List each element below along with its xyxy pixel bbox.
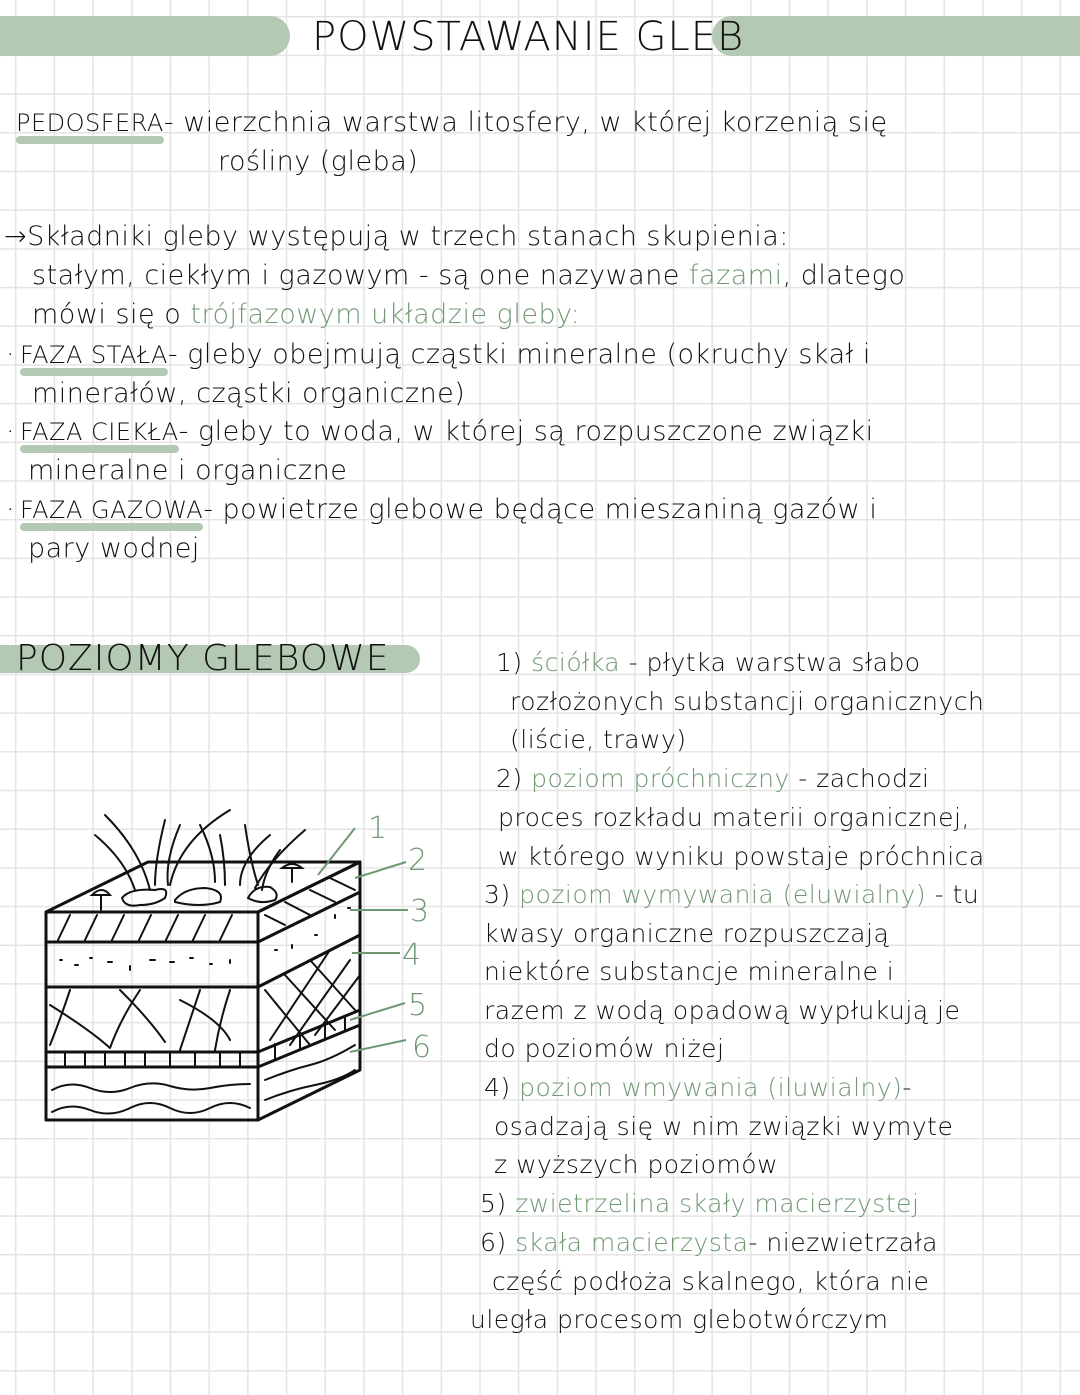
term-fazami: fazami xyxy=(689,260,783,291)
section-title-poziomy: POZIOMY GLEBOWE xyxy=(16,638,390,679)
horizon-1-line-3: (liście, trawy) xyxy=(510,725,687,754)
title-highlight-right xyxy=(712,16,1080,56)
intro-text-2b: , dlatego xyxy=(782,260,906,291)
bullet-icon: · xyxy=(6,339,16,370)
soil-profile-diagram xyxy=(30,790,470,1130)
horizon-number: 2) xyxy=(496,764,523,793)
horizon-text: - płytka warstwa słabo xyxy=(628,648,921,677)
horizon-text: - tu xyxy=(934,880,980,909)
diagram-label-4: 4 xyxy=(402,938,422,973)
horizon-2-line-3: w którego wyniku powstaje próchnica xyxy=(498,842,985,871)
horizon-6-line-3: uległa procesom glebotwórczym xyxy=(470,1305,889,1334)
horizon-3-line-3: niektóre substancje mineralne i xyxy=(484,957,895,986)
diagram-label-3: 3 xyxy=(410,894,430,929)
horizon-text: - niezwietrzała xyxy=(748,1228,938,1257)
term-trojfazowy-uklad: trójfazowym układzie gleby: xyxy=(190,299,581,330)
horizon-number: 5) xyxy=(480,1189,507,1218)
horizon-6-line-2: część podłoża skalnego, która nie xyxy=(492,1267,930,1296)
horizon-name: poziom wymywania (eluwialny) xyxy=(519,880,927,909)
phase-term: FAZA GAZOWA xyxy=(20,491,203,529)
phase-text: - powietrze glebowe będące mieszaniną gazów i xyxy=(203,494,878,525)
horizon-number: 4) xyxy=(484,1073,511,1102)
horizon-6 xyxy=(480,1224,938,1262)
horizon-name: zwietrzelina skały macierzystej xyxy=(515,1189,920,1218)
diagram-label-6: 6 xyxy=(412,1030,432,1065)
horizon-name: skała macierzysta xyxy=(515,1228,749,1257)
phase-text: - gleby to woda, w której są rozpuszczone związki xyxy=(178,416,874,447)
horizon-2 xyxy=(496,760,929,798)
horizon-3-line-2: kwasy organiczne rozpuszczają xyxy=(484,919,890,948)
phase-term: FAZA STAŁA xyxy=(20,336,168,374)
horizon-1 xyxy=(496,644,921,682)
phase-term: FAZA CIEKŁA xyxy=(20,413,179,451)
horizon-number: 6) xyxy=(480,1228,507,1257)
intro-line-2 xyxy=(32,257,905,295)
horizon-name: poziom wmywania (iluwialny) xyxy=(519,1073,903,1102)
horizon-number: 3) xyxy=(484,880,511,909)
definition-term: PEDOSFERA xyxy=(16,104,164,142)
bullet-icon: · xyxy=(6,494,16,525)
diagram-label-5: 5 xyxy=(408,988,428,1023)
definition-text-1: wierzchnia warstwa litosfery, w której korzenią się xyxy=(183,107,888,138)
horizon-text: - xyxy=(902,1073,912,1102)
bullet-icon: · xyxy=(6,416,16,447)
definition-line-1 xyxy=(16,104,888,142)
horizon-name: poziom próchniczny xyxy=(531,764,790,793)
grass-icon xyxy=(95,810,305,890)
horizon-4 xyxy=(484,1069,912,1107)
phase-gas-cont: pary wodnej xyxy=(28,533,200,564)
horizon-text: - zachodzi xyxy=(798,764,930,793)
definition-dash: - xyxy=(163,107,175,138)
phase-liquid xyxy=(6,413,874,451)
definition-line-2: rośliny (gleba) xyxy=(218,146,419,177)
title-highlight-left xyxy=(0,16,290,56)
horizon-3-line-5: do poziomów niżej xyxy=(484,1034,725,1063)
diagram-label-1: 1 xyxy=(368,811,388,846)
intro-line-3 xyxy=(32,296,580,334)
horizon-4-line-3: z wyższych poziomów xyxy=(494,1150,779,1179)
clump xyxy=(175,888,221,905)
diagram-label-2: 2 xyxy=(408,843,428,878)
phase-text: - gleby obejmują cząstki mineralne (okruchy skał i xyxy=(167,339,871,370)
horizon-5 xyxy=(480,1185,919,1223)
phase-solid xyxy=(6,336,871,374)
horizon-4-line-2: osadzają się w nim związki wymyte xyxy=(494,1112,954,1141)
horizon-3-line-4: razem z wodą opadową wypłukują je xyxy=(484,996,961,1025)
horizon-1-line-2: rozłożonych substancji organicznych xyxy=(510,687,985,716)
intro-text-2a: stałym, ciekłym i gazowym - są one nazywane xyxy=(32,260,690,291)
arrow-icon: → xyxy=(4,221,28,252)
phase-gas xyxy=(6,491,877,529)
clump xyxy=(122,889,166,906)
page-title: POWSTAWANIE GLEB xyxy=(312,14,745,60)
horizon-number: 1) xyxy=(496,648,523,677)
horizon-3 xyxy=(484,876,979,914)
intro-text-1: Składniki gleby występują w trzech stanach skupienia: xyxy=(27,221,789,252)
horizon-name: ściółka xyxy=(531,648,621,677)
intro-line-1 xyxy=(4,218,789,256)
phase-liquid-cont: mineralne i organiczne xyxy=(28,455,348,486)
intro-text-3a: mówi się o xyxy=(32,299,191,330)
phase-solid-cont: minerałów, cząstki organiczne) xyxy=(32,378,466,409)
horizon-2-line-2: proces rozkładu materii organicznej, xyxy=(498,803,970,832)
